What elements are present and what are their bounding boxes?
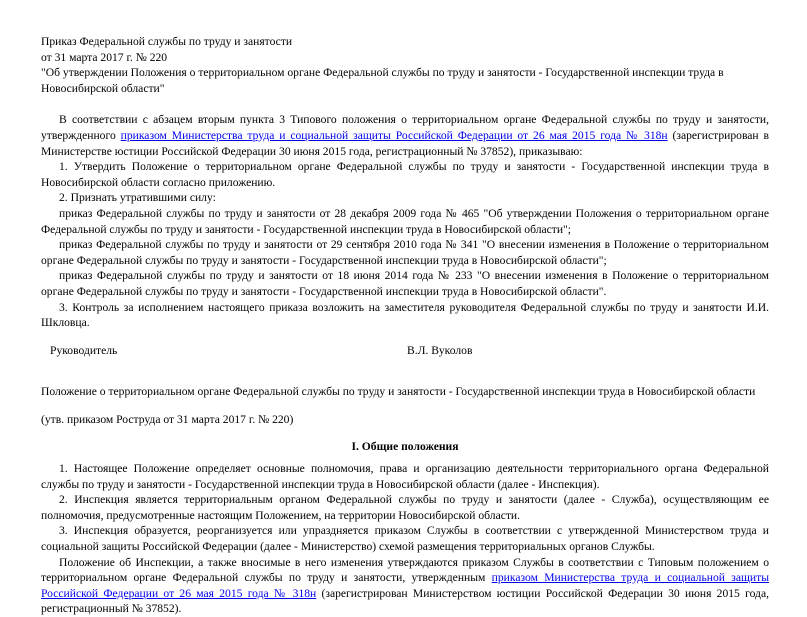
regulation-body [41,461,769,617]
order-item-2-b: приказ Федеральной службы по труду и занятости от 29 сентября 2010 года № 341 "О внесении изменения в Положение о территориальном органе Федеральной службы по труду и занятости - Государственной инспекции труда в Новосибирской области"; [41,238,769,267]
order-intro-paragraph [41,112,769,159]
regulation-approved-note: (утв. приказом Роструда от 31 марта 2017 г. № 220) [41,412,294,426]
regulation-paragraph-4 [41,555,769,617]
regulation-318n-link[interactable]: приказом Министерства труда и социальной защиты Российской Федерации от 26 мая 2015 года № 318н [41,571,769,600]
signature-block [41,343,769,359]
regulation-paragraph-4-text: Положение об Инспекции, а также вносимые в него изменения утверждаются приказом Службы в соответствии с Типовым положением о территориальном органе Федеральной службы по труду и занятости, утвержденным [41,555,769,585]
order-item-1: 1. Утвердить Положение о территориальном органе Федеральной службы по труду и занятости - Государственной инспекции труда в Новосибирской области согласно приложению. [41,160,769,189]
order-header [41,34,769,96]
regulation-paragraph-2: 2. Инспекция является территориальным органом Федеральной службы по труду и занятости (далее - Служба), осуществляющим ее полномочия, предусмотренные настоящим Положением, на территории Новосибирской области. [41,493,769,522]
header-line-title: Приказ Федеральной службы по труду и занятости [41,35,293,48]
order-item-2-a: приказ Федеральной службы по труду и занятости от 28 декабря 2009 года № 465 "Об утверждении Положения о территориальном органе Федеральной службы по труду и занятости - Государственной инспекции труда в Новосибирской области"; [41,206,769,236]
regulation-paragraph-3: 3. Инспекция образуется, реорганизуется или упраздняется приказом Службы в соответствии с утвержденной Министерством труда и социальной защиты Российской Федерации (далее - Министерство) схемой размещения территориальных органов Службы. [41,524,769,554]
order-item-3: 3. Контроль за исполнением настоящего приказа возложить на заместителя руководителя Федеральной службы по труду и занятости И.И. Шкловца. [41,300,769,330]
regulation-paragraph-1: 1. Настоящее Положение определяет основные полномочия, права и организацию деятельности территориального органа Федеральной службы по труду и занятости - Государственной инспекции труда в Новосибирской области (далее - Инспекция). [41,462,769,491]
header-line-subject: "Об утверждении Положения о территориальном органе Федеральной службы по труду и занятости - Государственной инспекции труда в Новосибирской области" [41,66,724,95]
section-heading-general: I. Общие положения [351,440,459,454]
order-body [41,112,769,330]
order-item-2-c: приказ Федеральной службы по труду и занятости от 18 июня 2014 года № 233 "О внесении изменения в Положение о территориальном органе Федеральной службы по труду и занятости - Государственной инспекции труда в Новосибирской области". [41,269,769,298]
signature-role: Руководитель [50,343,118,357]
order-intro-text: В соответствии с абзацем вторым пункта 3 Типового положения о территориальном органе Федеральной службы по труду и занятости, утвержденного [41,113,769,142]
signature-name: В.Л. Вуколов [407,343,473,357]
regulation-title: Положение о территориальном органе Федеральной службы по труду и занятости - Государственной инспекции труда в Новосибирской области [41,385,756,399]
order-318n-link[interactable]: приказом Министерства труда и социальной защиты Российской Федерации от 26 мая 2015 года № 318н [120,128,668,142]
order-intro-text-end: (зарегистрирован в Министерстве юстиции Российской Федерации 30 июня 2015 года, регистрационный № 37852), приказываю: [41,128,769,158]
header-line-date: от 31 марта 2017 г. № 220 [41,50,168,64]
regulation-paragraph-4-text-end: (зарегистрирован Министерством юстиции Российской Федерации 30 июня 2015 года, регистрационный № 37852). [41,586,769,616]
order-item-2: 2. Признать утратившими силу: [59,191,216,205]
